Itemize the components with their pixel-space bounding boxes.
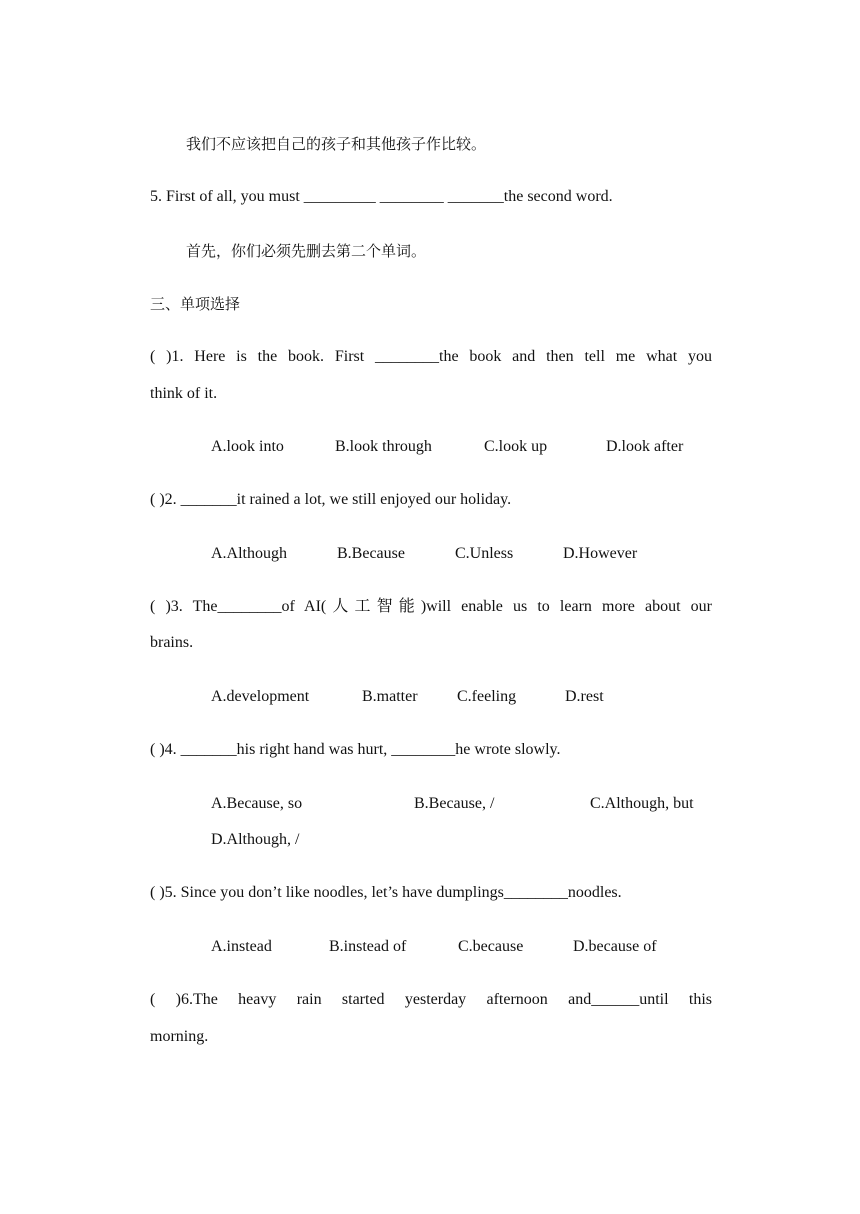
option-c: C.feeling bbox=[457, 688, 517, 705]
question-5-stem: ( )5. Since you don’t like noodles, let’s have dumplings________noodles. bbox=[150, 884, 622, 901]
option-c: C.because bbox=[458, 938, 524, 955]
option-a: A.instead bbox=[211, 938, 272, 955]
option-d: D.because of bbox=[573, 938, 657, 955]
question-3-stem-cont: brains. bbox=[150, 634, 194, 651]
option-a: A.development bbox=[211, 688, 310, 705]
question-6-stem-cont: morning. bbox=[150, 1028, 209, 1045]
option-a: A.look into bbox=[211, 438, 284, 455]
option-c: C.look up bbox=[484, 438, 548, 455]
option-c: C.Although, but bbox=[590, 795, 694, 812]
option-b: B.matter bbox=[362, 688, 418, 705]
chinese-translation-q4: 我们不应该把自己的孩子和其他孩子作比较。 bbox=[186, 135, 487, 153]
question-4-stem: ( )4. _______his right hand was hurt, ________he wrote slowly. bbox=[150, 741, 561, 758]
section-title: 三、单项选择 bbox=[150, 295, 241, 313]
option-a: A.Although bbox=[211, 545, 287, 562]
option-d: D.However bbox=[563, 545, 638, 562]
option-d: D.Although, / bbox=[211, 831, 300, 848]
option-b: B.Because, / bbox=[414, 795, 495, 812]
option-b: B.look through bbox=[335, 438, 432, 455]
option-b: B.Because bbox=[337, 545, 405, 562]
question-1-stem: ( )1. Here is the book. First ________the book and then tell me what you bbox=[150, 348, 712, 365]
option-d: D.look after bbox=[606, 438, 684, 455]
question-6-stem: ( )6.The heavy rain started yesterday afternoon and______until this bbox=[150, 991, 712, 1008]
option-a: A.Because, so bbox=[211, 795, 303, 812]
fill-blank-q5: 5. First of all, you must _________ ________ _______the second word. bbox=[150, 188, 613, 205]
option-b: B.instead of bbox=[329, 938, 407, 955]
question-2-stem: ( )2. _______it rained a lot, we still enjoyed our holiday. bbox=[150, 491, 512, 508]
option-d: D.rest bbox=[565, 688, 604, 705]
option-c: C.Unless bbox=[455, 545, 514, 562]
question-3-stem: ( )3. The________of AI(人工智能)will enable us to learn more about our bbox=[150, 598, 712, 615]
chinese-translation-q5: 首先，你们必须先删去第二个单词。 bbox=[186, 242, 427, 260]
question-1-stem-cont: think of it. bbox=[150, 385, 218, 402]
